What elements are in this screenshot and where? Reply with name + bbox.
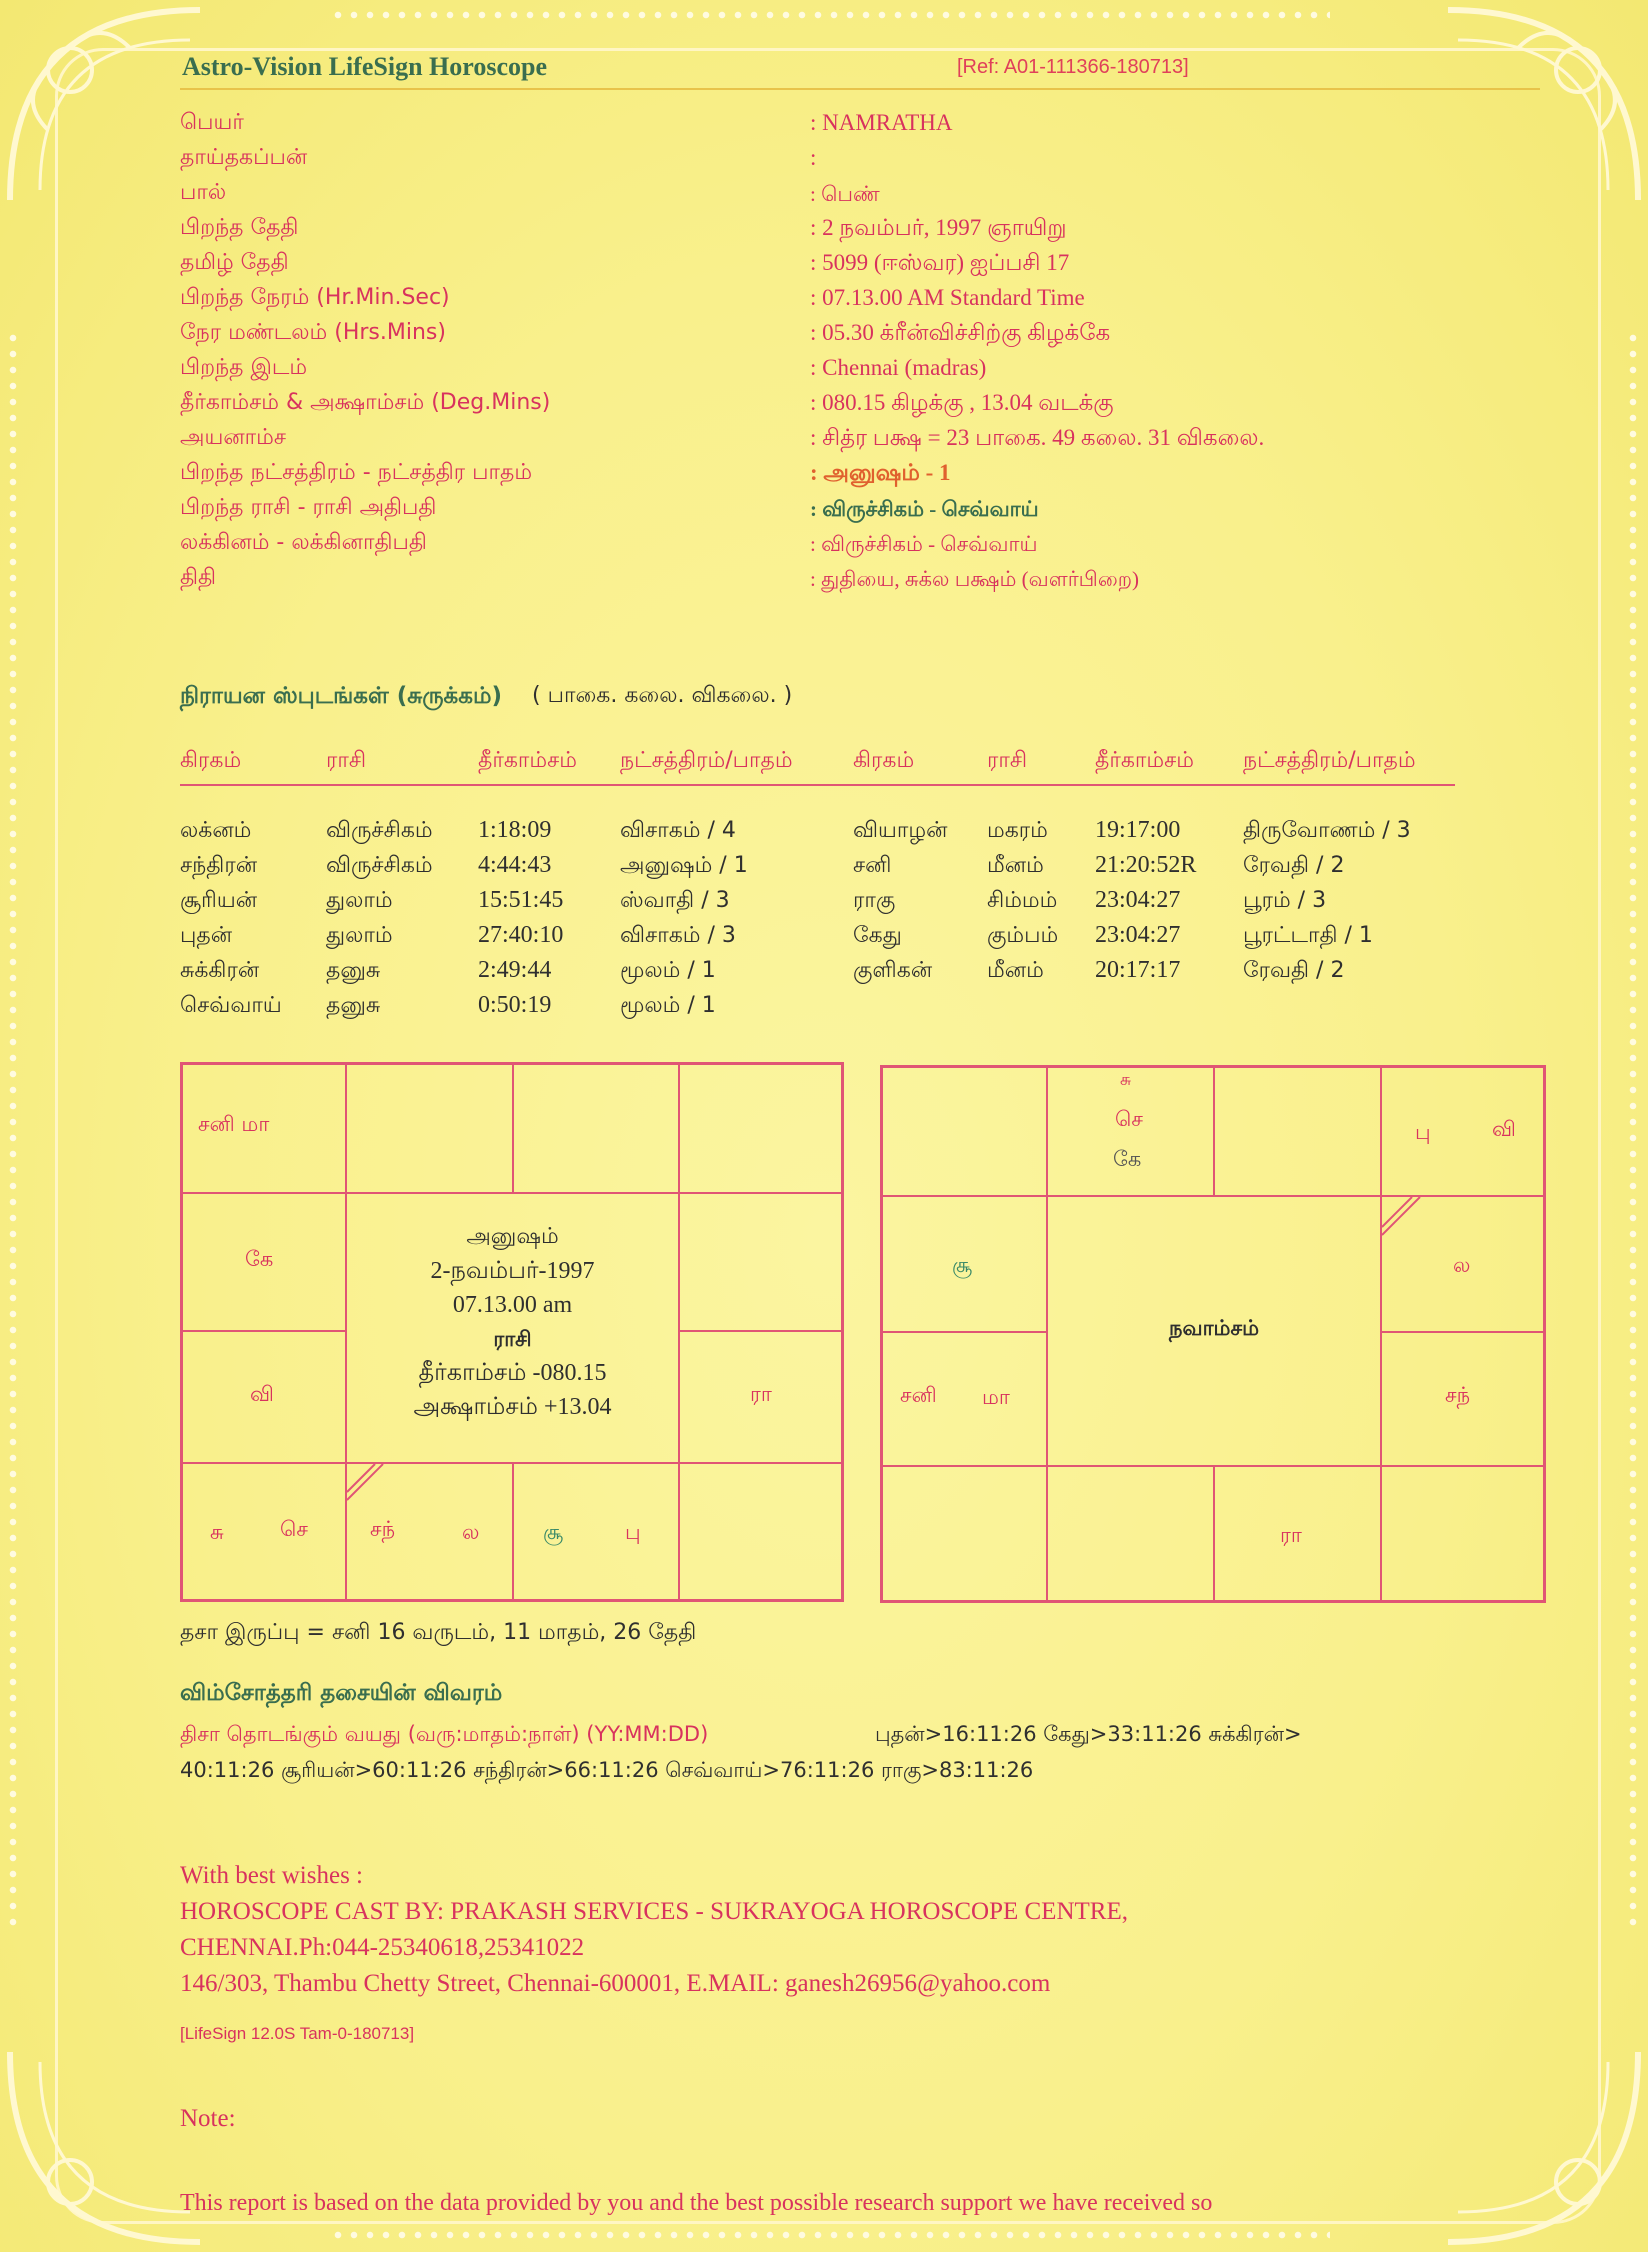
corner-ornament-bottom-right	[1408, 2032, 1648, 2252]
rasi-chart-center	[347, 1220, 678, 1424]
longitude-cell: 4:44:43	[478, 852, 552, 878]
col-header: நட்சத்திரம்/பாதம்	[1243, 748, 1416, 773]
longitude-cell: 23:04:27	[1095, 922, 1181, 948]
detail-label: பிறந்த நட்சத்திரம் - நட்சத்திர பாதம்	[180, 460, 533, 485]
col-header: கிரகம்	[180, 748, 242, 773]
table-header-rule	[180, 784, 1455, 786]
detail-label: தமிழ் தேதி	[180, 250, 289, 275]
planet-cell: சுக்கிரன்	[180, 958, 260, 983]
detail-value: : விருச்சிகம் - செவ்வாய்	[810, 532, 1038, 556]
navamsa-center-title: நவாம்சம்	[1169, 1316, 1259, 1340]
vimshottari-line2: 40:11:26 சூரியன்>60:11:26 சந்திரன்>66:11:26 செவ்வாய்>76:11:26 ராகு>83:11:26	[180, 1758, 1034, 1782]
rasi-cell: துலாம்	[326, 888, 393, 913]
report-ref: [Ref: A01-111366-180713]	[957, 56, 1189, 78]
header-divider	[180, 88, 1540, 90]
detail-label: திதி	[180, 565, 217, 590]
rasi-center-name: ராசி	[493, 1327, 532, 1351]
nav-cell-sun: சூ	[952, 1253, 973, 1277]
col-header: ராசி	[326, 748, 367, 773]
planet-cell: கேது	[853, 923, 902, 948]
star-cell: ரேவதி / 2	[1243, 853, 1345, 878]
nav-cell-moon: சந்	[1445, 1383, 1471, 1407]
detail-value-star: : அனுஷம் - 1	[810, 460, 951, 485]
vimshottari-title: விம்சோத்தரி தசையின் விவரம்	[180, 1680, 503, 1706]
star-cell: ஸ்வாதி / 3	[620, 888, 730, 913]
rasi-cell: விருச்சிகம்	[326, 818, 433, 843]
planet-cell: செவ்வாய்	[180, 993, 282, 1018]
rasi-cell-moon: சந்	[370, 1517, 396, 1541]
longitude-cell: 20:17:17	[1095, 957, 1181, 983]
longitude-cell: 23:04:27	[1095, 887, 1181, 913]
col-header: தீர்காம்சம்	[1095, 748, 1194, 773]
rasi-cell: விருச்சிகம்	[326, 853, 433, 878]
border-dots-left	[6, 330, 20, 1930]
rasi-cell: தனுசு	[326, 993, 381, 1018]
nav-cell-vi: வி	[1492, 1117, 1516, 1141]
detail-label: பிறந்த நேரம் (Hr.Min.Sec)	[180, 285, 450, 310]
detail-label: பிறந்த இடம்	[180, 355, 308, 380]
nav-cell-mars2: மா	[982, 1385, 1010, 1409]
star-cell: பூரம் / 3	[1243, 888, 1327, 913]
planet-cell: ராகு	[853, 888, 896, 913]
planet-cell: வியாழன்	[853, 818, 948, 843]
star-cell: திருவோணம் / 3	[1243, 818, 1411, 843]
corner-ornament-top-right	[1408, 0, 1648, 220]
footer-note: Note:	[180, 2105, 236, 2132]
detail-label: பிறந்த தேதி	[180, 215, 299, 240]
star-cell: பூரட்டாதி / 1	[1243, 923, 1373, 948]
rasi-cell-ketu: கே	[245, 1247, 274, 1271]
planet-cell: குளிகன்	[853, 958, 933, 983]
detail-value: : 5099 (ஈஸ்வர) ஐப்பசி 17	[810, 250, 1070, 275]
navamsa-lagna-marker	[1380, 1195, 1422, 1237]
rasi-center-date: 2-நவம்பர்-1997	[430, 1258, 595, 1284]
nav-cell-saturn: சனி	[900, 1383, 937, 1407]
col-header: தீர்காம்சம்	[478, 748, 577, 773]
footer-wishes: With best wishes :	[180, 1862, 364, 1889]
nav-cell-venus: சு	[1120, 1070, 1132, 1090]
vimshottari-prefix: திசா தொடங்கும் வயது (வரு:மாதம்:நாள்) (YY:MM:DD)	[180, 1722, 709, 1746]
nav-cell-lagna: ல	[1453, 1253, 1471, 1277]
rasi-cell-lagna: ல	[462, 1520, 480, 1544]
rasi-cell-sun: சூ	[543, 1520, 564, 1544]
detail-value: : NAMRATHA	[810, 110, 953, 135]
rasi-chart	[180, 1062, 844, 1602]
rasi-cell: மகரம்	[987, 818, 1048, 843]
detail-value: : சித்ர பக்ஷ = 23 பாகை. 49 கலை. 31 விகலை.	[810, 425, 1265, 450]
detail-label: லக்கினம் - லக்கினாதிபதி	[180, 530, 427, 555]
nav-cell-rahu: ரா	[1280, 1523, 1302, 1547]
detail-value: : 080.15 கிழக்கு , 13.04 வடக்கு	[810, 390, 1114, 415]
rasi-cell: கும்பம்	[987, 923, 1059, 948]
rasi-center-time: 07.13.00 am	[452, 1292, 573, 1318]
detail-value: : பெண்	[810, 182, 880, 206]
lagna-marker	[345, 1462, 385, 1502]
planet-cell: சனி	[853, 853, 892, 878]
nav-cell-mercury: பு	[1415, 1120, 1431, 1144]
detail-value: : துதியை, சுக்ல பக்ஷம் (வளர்பிறை)	[810, 567, 1139, 591]
rasi-center-longitude: தீர்காம்சம் -080.15	[418, 1360, 607, 1386]
planet-cell: சூரியன்	[180, 888, 258, 913]
detail-label: பால்	[180, 180, 227, 205]
longitude-cell: 0:50:19	[478, 992, 552, 1018]
rasi-center-star: அனுஷம்	[466, 1224, 559, 1249]
col-header: நட்சத்திரம்/பாதம்	[620, 748, 793, 773]
border-dots-right	[1626, 330, 1640, 1930]
detail-value: : Chennai (madras)	[810, 355, 987, 380]
rasi-cell-rahu: ரா	[750, 1382, 772, 1406]
footer-report: This report is based on the data provided by you and the best possible research support we have received so	[180, 2190, 1213, 2216]
longitude-cell: 19:17:00	[1095, 817, 1181, 843]
detail-value: :	[810, 145, 817, 170]
corner-ornament-bottom-left	[0, 2032, 240, 2252]
longitude-cell: 1:18:09	[478, 817, 552, 843]
rasi-cell-mars: செ	[280, 1517, 308, 1541]
star-cell: விசாகம் / 4	[620, 818, 736, 843]
rasi-cell-saturn-mars: சனி மா	[198, 1112, 270, 1136]
navamsa-chart	[880, 1065, 1546, 1603]
rasi-center-latitude: அக்ஷாம்சம் +13.04	[413, 1394, 612, 1420]
star-cell: விசாகம் / 3	[620, 923, 736, 948]
border-dots-bottom	[330, 2228, 1330, 2242]
star-cell: ரேவதி / 2	[1243, 958, 1345, 983]
rasi-cell: சிம்மம்	[987, 888, 1058, 913]
detail-label: பிறந்த ராசி - ராசி அதிபதி	[180, 495, 437, 520]
report-title: Astro-Vision LifeSign Horoscope	[182, 52, 547, 81]
footer-version: [LifeSign 12.0S Tam-0-180713]	[180, 2024, 415, 2043]
rasi-cell: மீனம்	[987, 853, 1044, 878]
detail-value-rasi: : விருச்சிகம் - செவ்வாய்	[810, 497, 1039, 521]
planet-cell: புதன்	[180, 923, 233, 948]
nav-cell-ketu: கே	[1113, 1147, 1142, 1171]
detail-label: அயனாம்ச	[180, 425, 287, 450]
dasa-balance: தசா இருப்பு = சனி 16 வருடம், 11 மாதம், 26 தேதி	[180, 1620, 697, 1645]
sputa-title: நிராயன ஸ்புடங்கள் (சுருக்கம்)	[180, 683, 502, 709]
detail-label: நேர மண்டலம் (Hrs.Mins)	[180, 320, 446, 345]
longitude-cell: 21:20:52R	[1095, 852, 1197, 878]
detail-value: : 07.13.00 AM Standard Time	[810, 285, 1085, 310]
star-cell: மூலம் / 1	[620, 958, 716, 983]
rasi-cell: தனுசு	[326, 958, 381, 983]
star-cell: அனுஷம் / 1	[620, 853, 748, 878]
footer-address: 146/303, Thambu Chetty Street, Chennai-600001, E.MAIL: ganesh26956@yahoo.com	[180, 1970, 1051, 1997]
planet-cell: லக்னம்	[180, 818, 252, 843]
rasi-cell-vi: வி	[250, 1382, 274, 1406]
footer-cast-by: HOROSCOPE CAST BY: PRAKASH SERVICES - SUKRAYOGA HOROSCOPE CENTRE,	[180, 1898, 1128, 1925]
planet-cell: சந்திரன்	[180, 853, 258, 878]
sputa-subtitle: ( பாகை. கலை. விகலை. )	[532, 683, 793, 708]
rasi-cell: மீனம்	[987, 958, 1044, 983]
footer-phone: CHENNAI.Ph:044-25340618,25341022	[180, 1934, 585, 1961]
detail-value: : 2 நவம்பர், 1997 ஞாயிறு	[810, 215, 1067, 240]
border-dots-top	[330, 8, 1330, 22]
rasi-cell-mercury: பு	[625, 1520, 641, 1544]
detail-label: தீர்காம்சம் & அக்ஷாம்சம் (Deg.Mins)	[180, 390, 551, 415]
nav-cell-mars: செ	[1115, 1107, 1143, 1131]
longitude-cell: 15:51:45	[478, 887, 564, 913]
detail-label: பெயர்	[180, 110, 244, 135]
rasi-cell: துலாம்	[326, 923, 393, 948]
detail-label: தாய்தகப்பன்	[180, 145, 308, 170]
vimshottari-line1: புதன்>16:11:26 கேது>33:11:26 சுக்கிரன்>	[875, 1722, 1302, 1746]
col-header: கிரகம்	[853, 748, 915, 773]
col-header: ராசி	[987, 748, 1028, 773]
detail-value: : 05.30 க்ரீன்விச்சிற்கு கிழக்கே	[810, 320, 1111, 345]
longitude-cell: 2:49:44	[478, 957, 552, 983]
longitude-cell: 27:40:10	[478, 922, 564, 948]
star-cell: மூலம் / 1	[620, 993, 716, 1018]
rasi-cell-venus: சு	[210, 1520, 224, 1544]
